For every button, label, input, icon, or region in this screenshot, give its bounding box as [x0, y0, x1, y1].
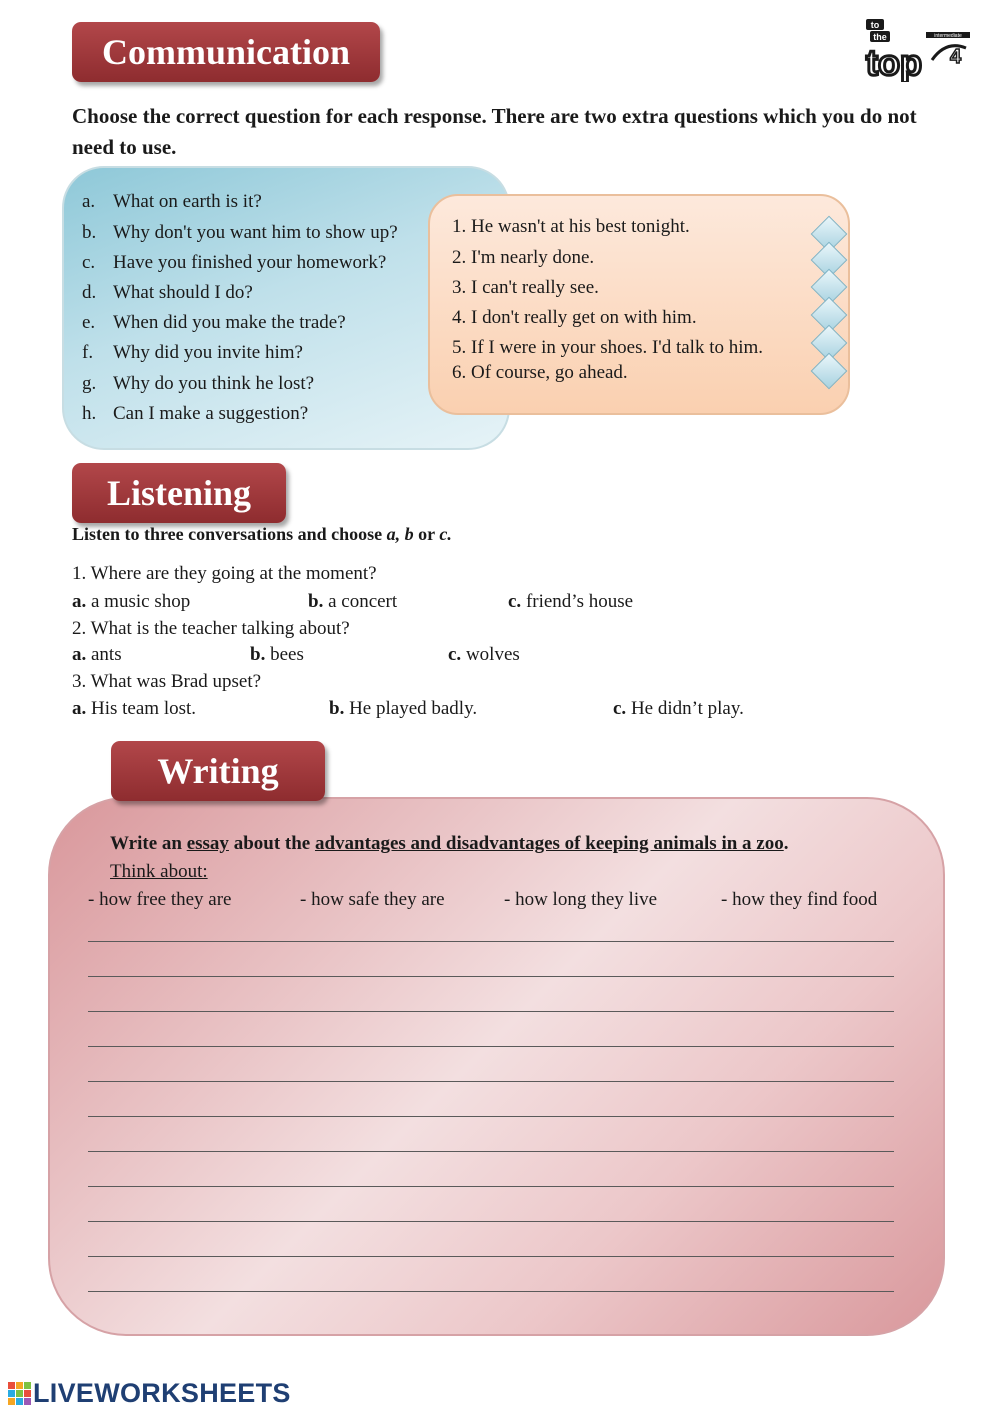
listening-instruction-ab: a, b [386, 524, 414, 544]
question-item [82, 312, 346, 334]
logo-sub-text: intermediate [934, 33, 962, 39]
writing-line[interactable] [88, 1186, 894, 1187]
option-text: ants [86, 644, 122, 665]
listening-title: Listening [72, 463, 286, 523]
liveworksheets-logo[interactable] [8, 1378, 291, 1409]
think-point: - how free they are [88, 889, 232, 910]
listening-instruction [72, 524, 452, 545]
question-text: What should I do? [113, 282, 253, 303]
writing-line[interactable] [88, 1116, 894, 1117]
question-letter: e. [82, 312, 96, 333]
listening-instruction-main: Listen to three conversations and choose [72, 524, 387, 544]
option-label: b. [308, 591, 324, 612]
option-label: c. [448, 644, 462, 665]
think-point: - how long they live [504, 889, 658, 910]
option-text: a concert [323, 591, 398, 612]
question-text: Why did you invite him? [113, 342, 303, 363]
response-item: 4. I don't really get on with him. [452, 307, 697, 328]
response-item: 1. He wasn't at his best tonight. [452, 216, 690, 237]
writing-prompt [110, 833, 788, 855]
question-letter: h. [82, 403, 97, 424]
to-the-top-logo [862, 16, 974, 82]
question-text: What on earth is it? [113, 191, 262, 212]
question-letter: a. [82, 191, 96, 212]
prompt-end: . [783, 833, 789, 854]
liveworksheets-icon [8, 1382, 31, 1405]
question-item [82, 222, 398, 244]
listening-option-3b[interactable] [329, 698, 477, 720]
question-letter: f. [82, 342, 94, 363]
listening-option-3a[interactable] [72, 698, 196, 720]
option-text: wolves [461, 644, 520, 665]
option-text: His team lost. [86, 698, 197, 719]
option-label: c. [613, 698, 627, 719]
listening-option-1a[interactable] [72, 591, 190, 613]
listening-question-3: 3. What was Brad upset? [72, 671, 262, 692]
writing-line[interactable] [88, 1046, 894, 1047]
listening-instruction-c: c. [439, 524, 452, 544]
option-text: bees [265, 644, 304, 665]
logo-to-text: to [870, 20, 880, 30]
option-text: a music shop [86, 591, 191, 612]
question-item [82, 342, 303, 364]
question-text: Have you finished your homework? [113, 252, 387, 273]
option-label: a. [72, 698, 87, 719]
prompt-part1: Write an [110, 833, 187, 854]
question-text: Why don't you want him to show up? [113, 222, 398, 243]
listening-instruction-or: or [413, 524, 440, 544]
listening-option-2b[interactable] [250, 644, 304, 666]
question-text: Why do you think he lost? [113, 373, 315, 394]
writing-line[interactable] [88, 1011, 894, 1012]
option-label: b. [329, 698, 345, 719]
question-letter: b. [82, 222, 97, 243]
option-text: He played badly. [344, 698, 478, 719]
logo-top-text: top [866, 42, 922, 82]
option-label: c. [508, 591, 522, 612]
response-item: 3. I can't really see. [452, 277, 599, 298]
writing-line[interactable] [88, 1221, 894, 1222]
think-about-text: Think about: [110, 861, 208, 882]
prompt-part2: about the [228, 833, 315, 854]
response-item: 6. Of course, go ahead. [452, 362, 628, 383]
option-label: a. [72, 644, 87, 665]
communication-title: Communication [72, 22, 380, 82]
think-point: - how safe they are [300, 889, 445, 910]
option-label: b. [250, 644, 266, 665]
listening-question-2: 2. What is the teacher talking about? [72, 618, 350, 639]
writing-line[interactable] [88, 976, 894, 977]
prompt-topic: advantages and disadvantages of keeping animals in a zoo [314, 833, 784, 854]
question-item [82, 282, 253, 304]
question-text: When did you make the trade? [113, 312, 346, 333]
response-item: 5. If I were in your shoes. I'd talk to him. [452, 337, 764, 358]
think-point: - how they find food [721, 889, 878, 910]
liveworksheets-text: LIVEWORKSHEETS [33, 1378, 291, 1408]
communication-instruction: Choose the correct question for each response. There are two extra questions which you do not need to use. [72, 104, 917, 159]
question-letter: c. [82, 252, 96, 273]
response-item: 2. I'm nearly done. [452, 247, 595, 268]
listening-option-1c[interactable] [508, 591, 633, 613]
listening-option-3c[interactable] [613, 698, 744, 720]
question-text: Can I make a suggestion? [113, 403, 309, 424]
writing-line[interactable] [88, 1256, 894, 1257]
logo-the-text: the [873, 32, 887, 42]
writing-line[interactable] [88, 941, 894, 942]
option-label: a. [72, 591, 87, 612]
question-item [82, 403, 308, 425]
option-text: friend’s house [521, 591, 634, 612]
listening-question-1: 1. Where are they going at the moment? [72, 563, 377, 584]
writing-title: Writing [111, 741, 325, 801]
writing-line[interactable] [88, 1151, 894, 1152]
prompt-essay: essay [186, 833, 229, 854]
listening-option-2c[interactable] [448, 644, 520, 666]
question-item [82, 191, 262, 213]
question-letter: g. [82, 373, 97, 394]
writing-line[interactable] [88, 1291, 894, 1292]
writing-line[interactable] [88, 1081, 894, 1082]
option-text: He didn’t play. [626, 698, 744, 719]
question-item [82, 373, 314, 395]
listening-option-1b[interactable] [308, 591, 397, 613]
question-letter: d. [82, 282, 97, 303]
listening-option-2a[interactable] [72, 644, 122, 666]
logo-level-text: 4 [950, 46, 962, 68]
question-item [82, 252, 386, 274]
think-about-label [110, 861, 208, 883]
